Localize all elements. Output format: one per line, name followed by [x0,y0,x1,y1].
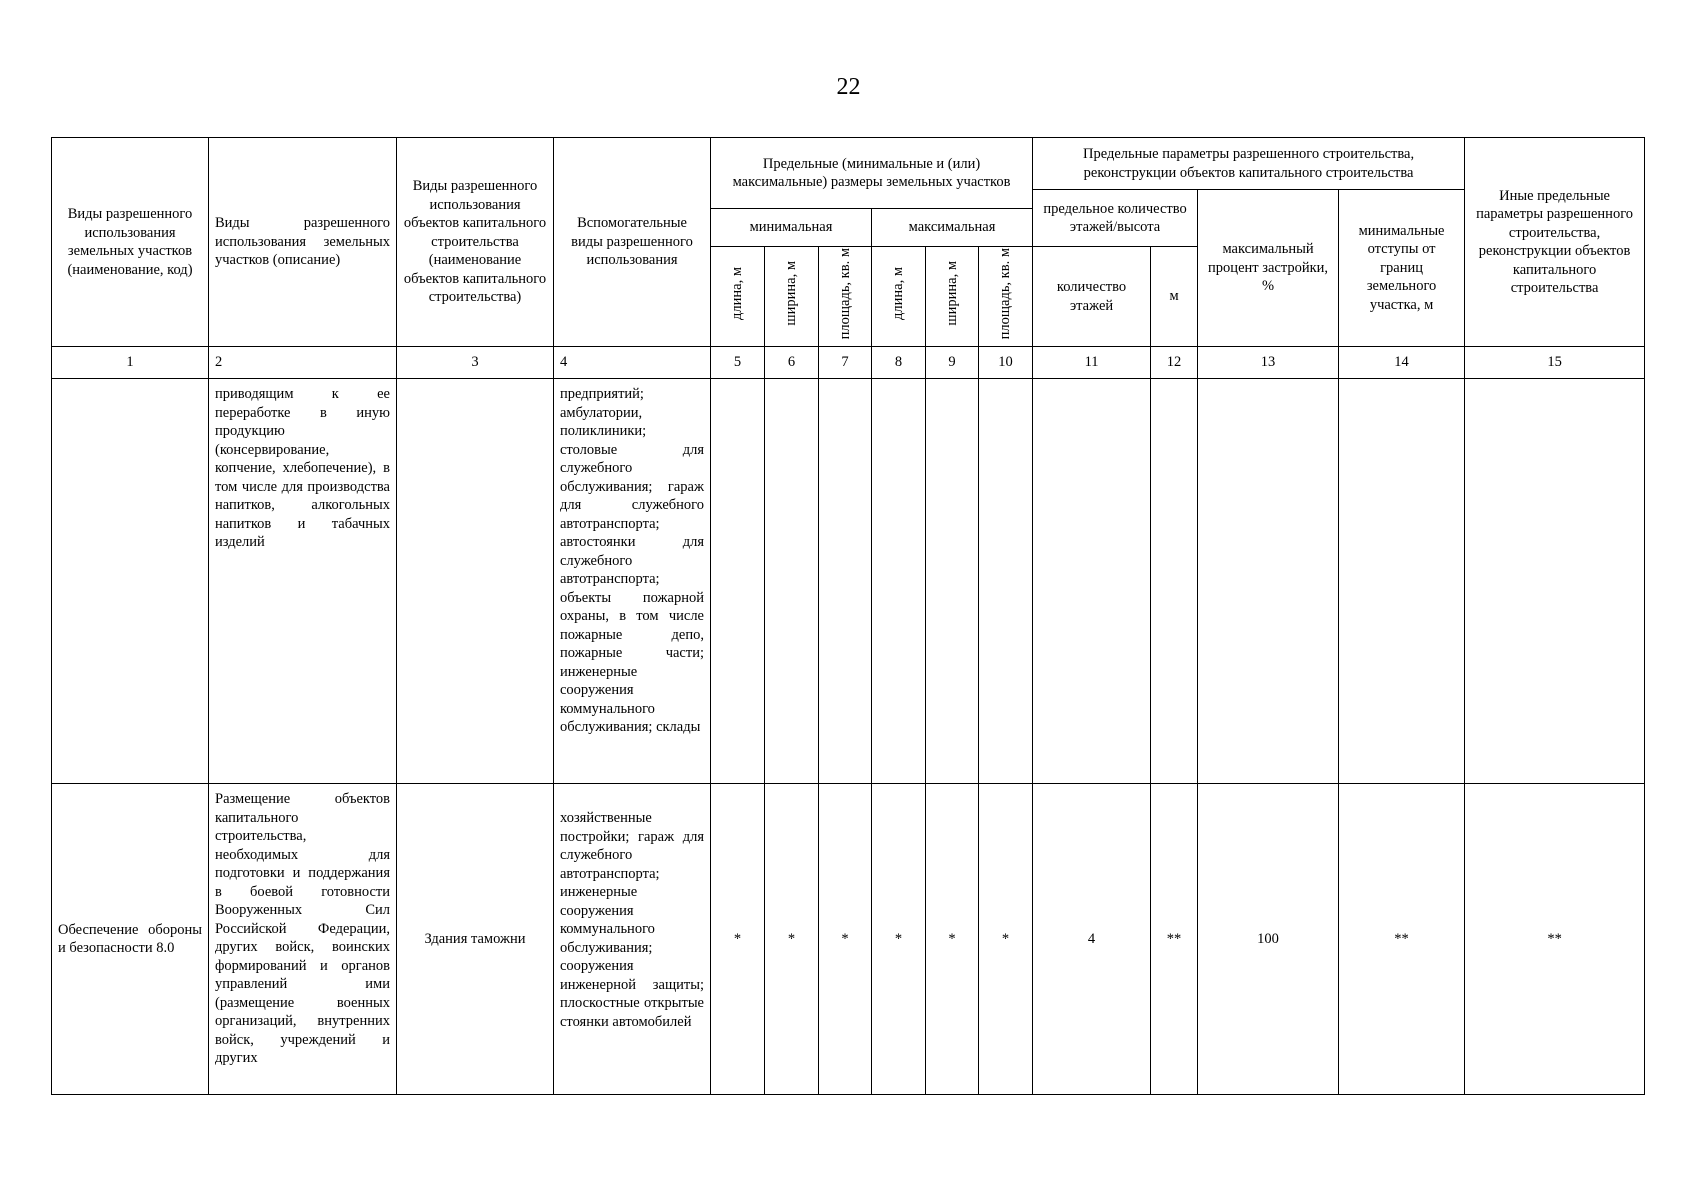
floor-count-value: 4 [1033,784,1151,1095]
column-number: 8 [872,347,926,379]
max-area-value: * [979,784,1033,1095]
max-length-value [872,379,926,784]
max-area-value [979,379,1033,784]
header-height-meters: м [1151,247,1198,347]
max-percent-value [1198,379,1339,784]
header-minimum: минимальная [711,209,872,247]
page-number: 22 [836,74,861,100]
land-use-name: Обеспечение обороны и безопасности 8.0 [52,784,209,1095]
min-length-value: * [711,784,765,1095]
capital-construction [397,379,554,784]
header-auxiliary-uses: Вспомогательные виды разрешенного использования [554,138,711,347]
max-width-value: * [926,784,979,1095]
column-number: 1 [52,347,209,379]
column-number: 11 [1033,347,1151,379]
max-percent-value: 100 [1198,784,1339,1095]
header-floor-count: количество этажей [1033,247,1151,347]
floor-count-value [1033,379,1151,784]
header-min-area: площадь, кв. м [819,247,872,347]
height-value: ** [1151,784,1198,1095]
header-max-building-percent: максимальный процент застройки, % [1198,190,1339,347]
auxiliary-uses: предприятий; амбулатории, поликлиники; столовые для служебного обслуживания; гараж для служебного автотранспорта; автостоянки для служебного автотранспорта; объекты пожарной охраны, в том числе пожарные депо, пожарные части; инженерные сооружения коммунального обслуживания; склады [554,379,711,784]
header-min-width: ширина, м [765,247,819,347]
column-number: 9 [926,347,979,379]
height-value [1151,379,1198,784]
column-number: 7 [819,347,872,379]
max-length-value: * [872,784,926,1095]
header-land-use-name: Виды разрешенного использования земельных участков (наименование, код) [52,138,209,347]
header-min-length: длина, м [711,247,765,347]
min-setback-value [1339,379,1465,784]
land-use-description: приводящим к ее переработке в иную продукцию (консервирование, копчение, хлебопечение), в том числе для производства напитков, алкогольных напитков и табачных изделий [209,379,397,784]
header-max-length: длина, м [872,247,926,347]
other-parameters-value: ** [1465,784,1645,1095]
header-max-area: площадь, кв. м [979,247,1033,347]
min-area-value [819,379,872,784]
land-use-description: Размещение объектов капитального строительства, необходимых для подготовки и поддержания в боевой готовности Вооруженных Сил Российской Федерации, других войск, воинских формирований и органов управлений ими (размещение военных организаций, внутренних войск, учреждений и других [209,784,397,1095]
column-number: 2 [209,347,397,379]
land-use-name [52,379,209,784]
header-plot-size-limits: Предельные (минимальные и (или) максимальные) размеры земельных участков [711,138,1033,209]
other-parameters-value [1465,379,1645,784]
auxiliary-uses: хозяйственные постройки; гараж для служебного автотранспорта; инженерные сооружения коммунального обслуживания; сооружения инженерной защиты; плоскостные открытые стоянки автомобилей [554,784,711,1095]
min-area-value: * [819,784,872,1095]
column-number: 10 [979,347,1033,379]
capital-construction: Здания таможни [397,784,554,1095]
column-number: 3 [397,347,554,379]
min-length-value [711,379,765,784]
header-construction-parameters: Предельные параметры разрешенного строительства, реконструкции объектов капитального строительства [1033,138,1465,190]
header-min-setback: минимальные отступы от границ земельного участка, м [1339,190,1465,347]
column-number: 12 [1151,347,1198,379]
column-number-row [52,347,1645,379]
table-row [52,379,1645,784]
column-number: 13 [1198,347,1339,379]
header-maximum: максимальная [872,209,1033,247]
header-max-width: ширина, м [926,247,979,347]
column-number: 14 [1339,347,1465,379]
min-width-value [765,379,819,784]
header-capital-construction: Виды разрешенного использования объектов капитального строительства (наименование объектов капитального строительства) [397,138,554,347]
column-number: 4 [554,347,711,379]
header-floors-height: предельное количество этажей/высота [1033,190,1198,247]
header-other-parameters: Иные предельные параметры разрешенного строительства, реконструкции объектов капитального строительства [1465,138,1645,347]
column-number: 5 [711,347,765,379]
min-setback-value: ** [1339,784,1465,1095]
land-use-table [51,137,1645,1095]
column-number: 15 [1465,347,1645,379]
max-width-value [926,379,979,784]
min-width-value: * [765,784,819,1095]
header-land-use-description: Виды разрешенного использования земельных участков (описание) [209,138,397,347]
column-number: 6 [765,347,819,379]
table-row [52,784,1645,1095]
